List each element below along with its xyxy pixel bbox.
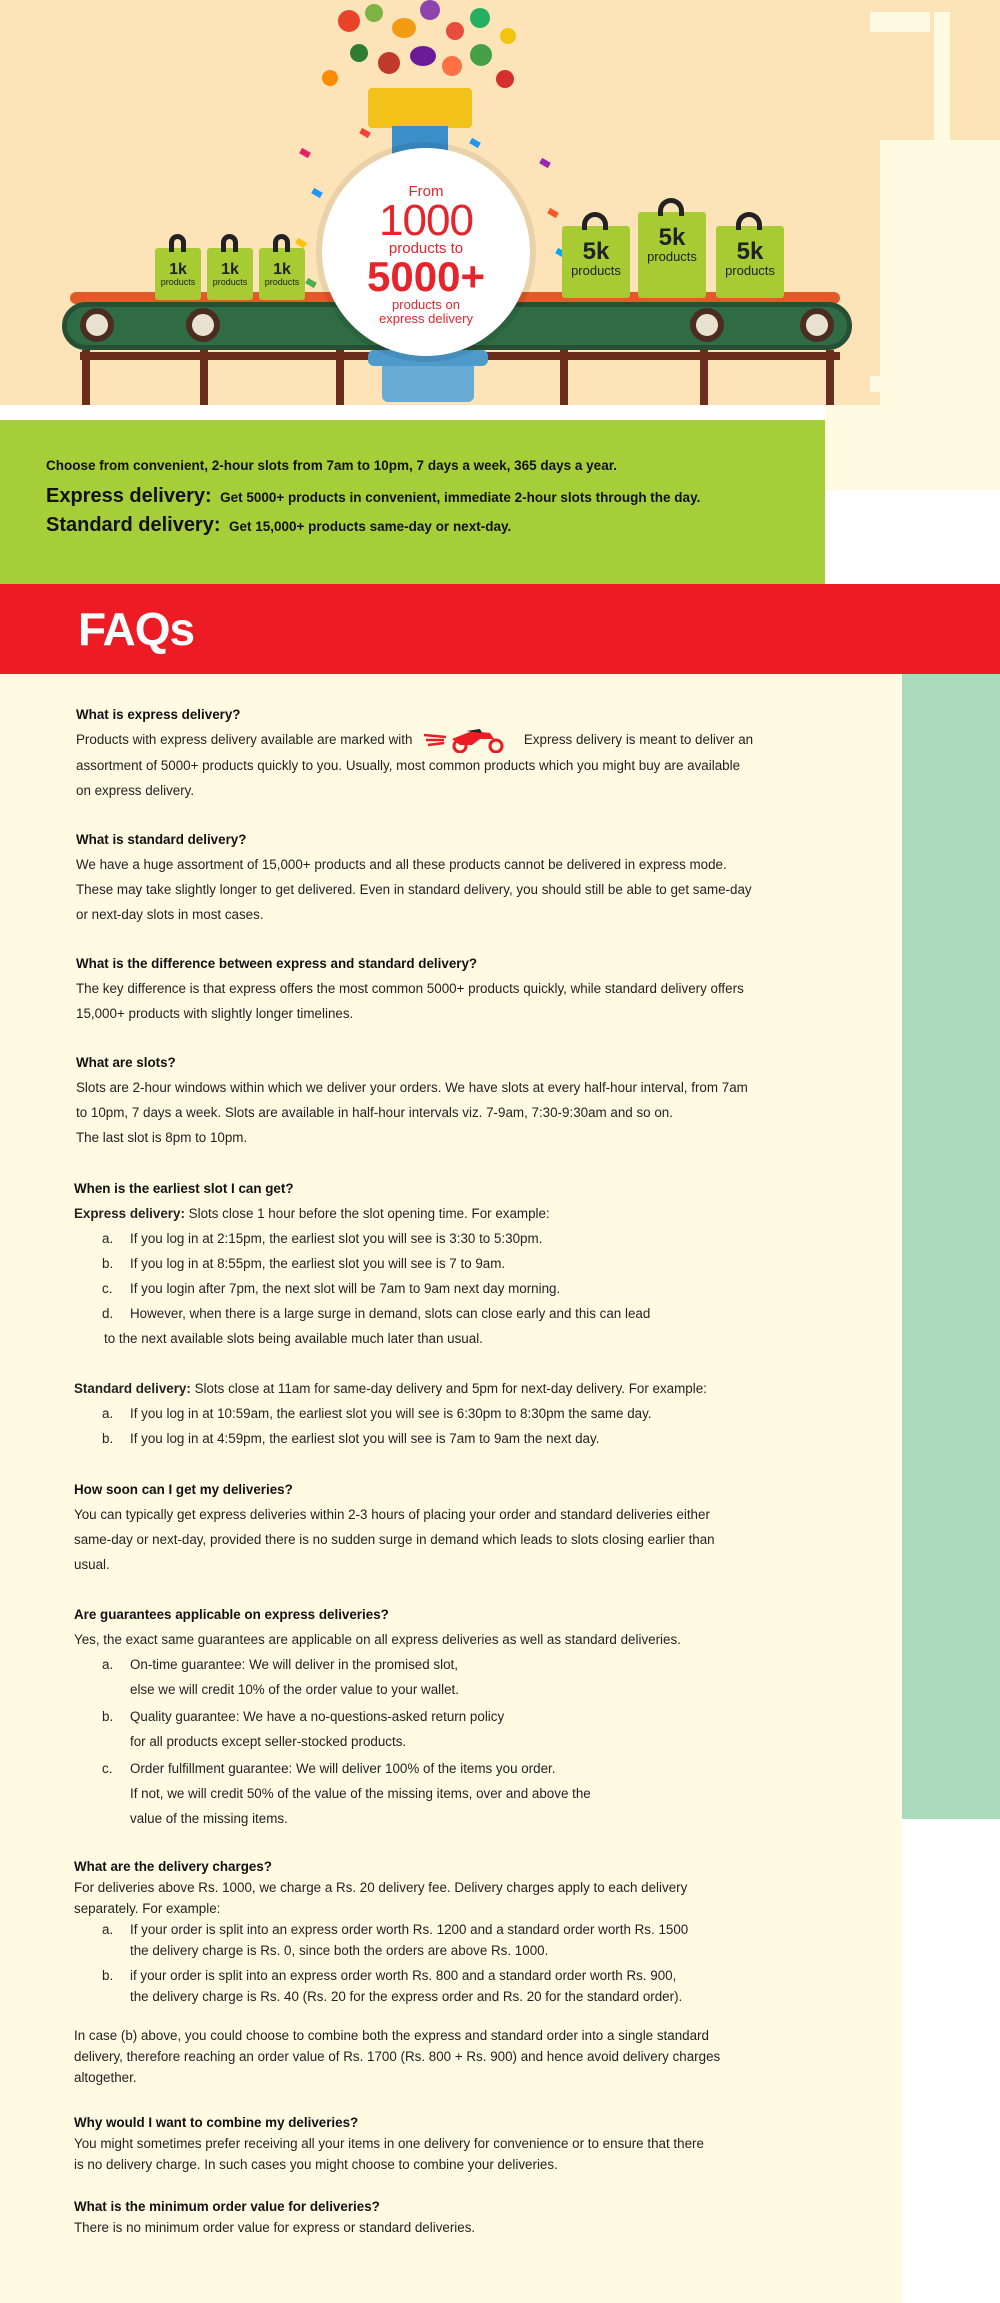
faq-question: What is the difference between express and standard delivery? — [76, 956, 478, 971]
list-item — [102, 1301, 854, 1326]
express-label: Express delivery: — [74, 1206, 185, 1221]
faq-answer-text: Slots close 1 hour before the slot opening time. For example: — [188, 1206, 550, 1221]
bag-label: products — [647, 249, 697, 264]
list-item-text: else we will credit 10% of the order value to your wallet. — [130, 1682, 459, 1697]
bag-label: products — [212, 277, 248, 287]
faq-answer-line — [76, 727, 856, 753]
faq-question: What are the delivery charges? — [74, 1859, 272, 1874]
bag-5k — [638, 212, 706, 298]
cabbage-icon — [470, 44, 492, 66]
faq-answer-text: Slots close at 11am for same-day delivery and 5pm for next-day delivery. For example: — [194, 1381, 707, 1396]
list-item-text: If you log in at 10:59am, the earliest slot you will see is 6:30pm to 8:30pm the same day. — [130, 1406, 652, 1421]
list-item — [102, 1652, 854, 1702]
list-marker: c. — [102, 1761, 113, 1776]
faq-item-earliest-slot — [74, 1176, 854, 1451]
chilli-icon — [496, 70, 514, 88]
faq-item-delivery-charges — [74, 1856, 854, 2088]
standard-label: Standard delivery: — [74, 1381, 191, 1396]
list-item-text: the delivery charge is Rs. 40 (Rs. 20 for the express order and Rs. 20 for the standard order). — [130, 1989, 683, 2004]
standard-delivery-label: Standard delivery: — [46, 514, 221, 536]
standard-delivery-line — [46, 514, 825, 537]
faq-answer-line — [74, 1376, 854, 1401]
list-marker: b. — [102, 1709, 114, 1724]
express-delivery-line — [46, 485, 825, 508]
lime-icon — [365, 4, 383, 22]
faq-answer-line: You might sometimes prefer receiving all your items in one delivery for convenience or to ensure that there — [74, 2136, 704, 2151]
faq-answer-line: There is no minimum order value for express or standard deliveries. — [74, 2220, 476, 2235]
faq-answer-text: Express delivery is meant to deliver an — [523, 732, 754, 747]
faq-question: What is standard delivery? — [76, 832, 247, 847]
faq-question: Why would I want to combine my deliveries? — [74, 2115, 359, 2130]
faq-question: What is express delivery? — [76, 707, 241, 722]
list-item-text: If you login after 7pm, the next slot will be 7am to 9am next day morning. — [130, 1281, 561, 1296]
faq-question: How soon can I get my deliveries? — [74, 1482, 293, 1497]
funnel-graphic — [368, 88, 472, 128]
express-bike-icon — [422, 727, 514, 753]
faq-answer-line: on express delivery. — [76, 783, 195, 799]
faq-item-difference — [76, 951, 856, 1026]
pumpkin-icon — [322, 70, 338, 86]
list-item — [102, 1965, 854, 2007]
faq-header — [0, 584, 1000, 674]
list-item — [102, 1704, 854, 1754]
list-marker: b. — [102, 1256, 114, 1271]
list-item — [102, 1276, 854, 1301]
list-marker: a. — [102, 1922, 114, 1937]
conveyor-leg — [560, 350, 568, 405]
conveyor-leg — [336, 350, 344, 405]
faq-item-standard — [76, 827, 856, 927]
confetti — [547, 208, 559, 218]
faq-answer-line: The last slot is 8pm to 10pm. — [76, 1130, 248, 1145]
faq-answer-text: Products with express delivery available are marked with — [76, 732, 413, 747]
faq-answer-line: Slots are 2-hour windows within which we deliver your orders. We have slots at every half-hour interval, from 7am — [76, 1080, 748, 1095]
conveyor-wheel-icon — [186, 308, 220, 342]
onion-icon — [410, 46, 436, 66]
bag-count: 5k — [658, 224, 686, 251]
faq-answer-line: We have a huge assortment of 15,000+ products and all these products cannot be delivered in express mode. — [76, 857, 727, 872]
conveyor-leg — [82, 350, 90, 405]
faq-answer-line: Yes, the exact same guarantees are applicable on all express deliveries as well as standard deliveries. — [74, 1632, 681, 1647]
list-item-text: If you log in at 2:15pm, the earliest slot you will see is 3:30 to 5:30pm. — [130, 1231, 543, 1246]
bag-label: products — [264, 277, 300, 287]
berry-icon — [378, 52, 400, 74]
faq-answer-line: is no delivery charge. In such cases you might choose to combine your deliveries. — [74, 2157, 558, 2172]
bag-1k — [259, 248, 305, 300]
faq-question: When is the earliest slot I can get? — [74, 1181, 294, 1196]
promo-sub-2: express delivery — [379, 310, 473, 326]
list-item-text: If your order is split into an express order worth Rs. 1200 and a standard order worth Rs. 1500 — [130, 1922, 689, 1937]
confetti — [295, 238, 307, 248]
list-item — [102, 1226, 854, 1251]
faq-answer-line: usual. — [74, 1557, 110, 1572]
list-item-text: Quality guarantee: We have a no-questions-asked return policy — [130, 1709, 505, 1724]
confetti — [469, 138, 481, 148]
bag-1k — [207, 248, 253, 300]
conveyor-leg — [826, 350, 834, 405]
list-marker: b. — [102, 1968, 114, 1983]
bag-label: products — [725, 263, 775, 278]
faq-item-how-soon — [74, 1477, 854, 1577]
list-item — [102, 1426, 854, 1451]
faq-answer-line: or next-day slots in most cases. — [76, 907, 264, 922]
carrot-icon — [442, 56, 462, 76]
eggplant-icon — [420, 0, 440, 20]
faq-answer-line: In case (b) above, you could choose to combine both the express and standard order into a single standard — [74, 2028, 709, 2043]
standard-delivery-text: Get 15,000+ products same-day or next-day. — [228, 519, 512, 534]
faq-answer-line: delivery, therefore reaching an order value of Rs. 1700 (Rs. 800 + Rs. 900) and hence avoid delivery charges — [74, 2049, 721, 2064]
faq-answer-line: same-day or next-day, provided there is no sudden surge in demand which leads to slots closing earlier than — [74, 1532, 715, 1547]
capsicum-icon — [470, 8, 490, 28]
slots-info: Choose from convenient, 2-hour slots from 7am to 10pm, 7 days a week, 365 days a year. — [46, 458, 617, 473]
faq-item-minimum-order — [74, 2196, 854, 2238]
faq-title: FAQs — [78, 603, 195, 655]
hero-banner — [0, 0, 1000, 405]
list-item-text: However, when there is a large surge in demand, slots can close early and this can lead — [130, 1306, 651, 1321]
faq-answer-line: The key difference is that express offers the most common 5000+ products quickly, while standard delivery offers — [76, 981, 744, 996]
list-item-text: If you log in at 4:59pm, the earliest slot you will see is 7am to 9am the next day. — [130, 1431, 600, 1446]
bag-5k — [562, 226, 630, 298]
faq-item-guarantees — [74, 1602, 854, 1831]
promo-from: From — [408, 183, 444, 200]
bag-count: 1k — [273, 261, 291, 278]
list-marker: d. — [102, 1306, 114, 1321]
promo-sub-1: products on — [392, 297, 460, 312]
faq-item-combine — [74, 2112, 854, 2175]
list-marker: a. — [102, 1406, 114, 1421]
list-marker: a. — [102, 1657, 114, 1672]
list-item-text: value of the missing items. — [130, 1811, 288, 1826]
list-item-text: If you log in at 8:55pm, the earliest slot you will see is 7 to 9am. — [130, 1256, 506, 1271]
hero-decor-frame — [870, 12, 950, 392]
faq-answer-line: to the next available slots being available much later than usual. — [104, 1331, 483, 1346]
guarantees-list — [74, 1652, 854, 1831]
promo-to: products to — [388, 240, 464, 257]
charges-examples-list — [74, 1919, 854, 2007]
faq-answer-line — [74, 1201, 854, 1226]
faq-answer-line: These may take slightly longer to get delivered. Even in standard delivery, you should still be able to get same-day — [76, 882, 752, 897]
lemon-icon — [500, 28, 516, 44]
list-item-text: for all products except seller-stocked products. — [130, 1734, 407, 1749]
leaf-icon — [350, 44, 368, 62]
faq-question: What are slots? — [76, 1055, 176, 1070]
list-item-text: On-time guarantee: We will deliver in the promised slot, — [130, 1657, 458, 1672]
faq-answer-line: to 10pm, 7 days a week. Slots are available in half-hour intervals viz. 7-9am, 7:30-9:30am and so on. — [76, 1105, 673, 1120]
confetti — [299, 148, 311, 158]
conveyor-wheel-icon — [690, 308, 724, 342]
orange-icon — [392, 18, 416, 38]
express-delivery-text: Get 5000+ products in convenient, immediate 2-hour slots through the day. — [220, 490, 701, 505]
list-item — [102, 1251, 854, 1276]
standard-examples-list — [74, 1401, 854, 1451]
list-marker: a. — [102, 1231, 114, 1246]
list-item — [102, 1919, 854, 1961]
bag-count: 1k — [221, 261, 239, 278]
pedestal-base-graphic — [382, 366, 474, 402]
cream-decor — [825, 405, 1000, 490]
faq-answer-line: separately. For example: — [74, 1901, 221, 1916]
faq-item-express — [76, 702, 856, 803]
confetti — [305, 278, 317, 288]
faq-question: Are guarantees applicable on express deliveries? — [74, 1607, 389, 1622]
bag-count: 5k — [736, 238, 764, 265]
conveyor-wheel-icon — [800, 308, 834, 342]
confetti — [359, 128, 371, 138]
list-item-text: if your order is split into an express order worth Rs. 800 and a standard order worth Rs. 900, — [130, 1968, 677, 1983]
list-item-text: If not, we will credit 50% of the value of the missing items, over and above the — [130, 1786, 591, 1801]
conveyor-leg — [700, 350, 708, 405]
confetti — [539, 158, 551, 168]
apple-icon — [446, 22, 464, 40]
faq-answer-line: 15,000+ products with slightly longer timelines. — [76, 1006, 354, 1021]
list-marker: c. — [102, 1281, 113, 1296]
decor-strip — [902, 674, 1000, 1819]
conveyor-wheel-icon — [80, 308, 114, 342]
bag-count: 1k — [169, 261, 187, 278]
promo-5000: 5000+ — [367, 253, 485, 300]
express-examples-list — [74, 1226, 854, 1326]
tomato-icon — [338, 10, 360, 32]
bag-1k — [155, 248, 201, 300]
promo-circle — [322, 148, 530, 356]
list-item-text: Order fulfillment guarantee: We will deliver 100% of the items you order. — [130, 1761, 556, 1776]
faq-item-slots — [76, 1050, 856, 1150]
list-item — [102, 1401, 854, 1426]
list-item-text: the delivery charge is Rs. 0, since both the orders are above Rs. 1000. — [130, 1943, 549, 1958]
promo-1000: 1000 — [379, 196, 473, 245]
delivery-info-box — [0, 420, 825, 584]
bag-label: products — [571, 263, 621, 278]
bag-count: 5k — [582, 238, 610, 265]
faq-question: What is the minimum order value for deliveries? — [74, 2199, 380, 2214]
faq-answer-line: altogether. — [74, 2070, 137, 2085]
list-item — [102, 1756, 854, 1831]
faq-answer-line: You can typically get express deliveries within 2-3 hours of placing your order and standard deliveries either — [74, 1507, 710, 1522]
conveyor-leg — [200, 350, 208, 405]
bag-5k — [716, 226, 784, 298]
list-marker: b. — [102, 1431, 114, 1446]
faq-answer-line: assortment of 5000+ products quickly to you. Usually, most common products which you might buy are available — [76, 758, 741, 774]
express-delivery-label: Express delivery: — [46, 485, 212, 507]
bag-label: products — [160, 277, 196, 287]
faq-answer-line: For deliveries above Rs. 1000, we charge a Rs. 20 delivery fee. Delivery charges apply to each delivery — [74, 1880, 688, 1895]
